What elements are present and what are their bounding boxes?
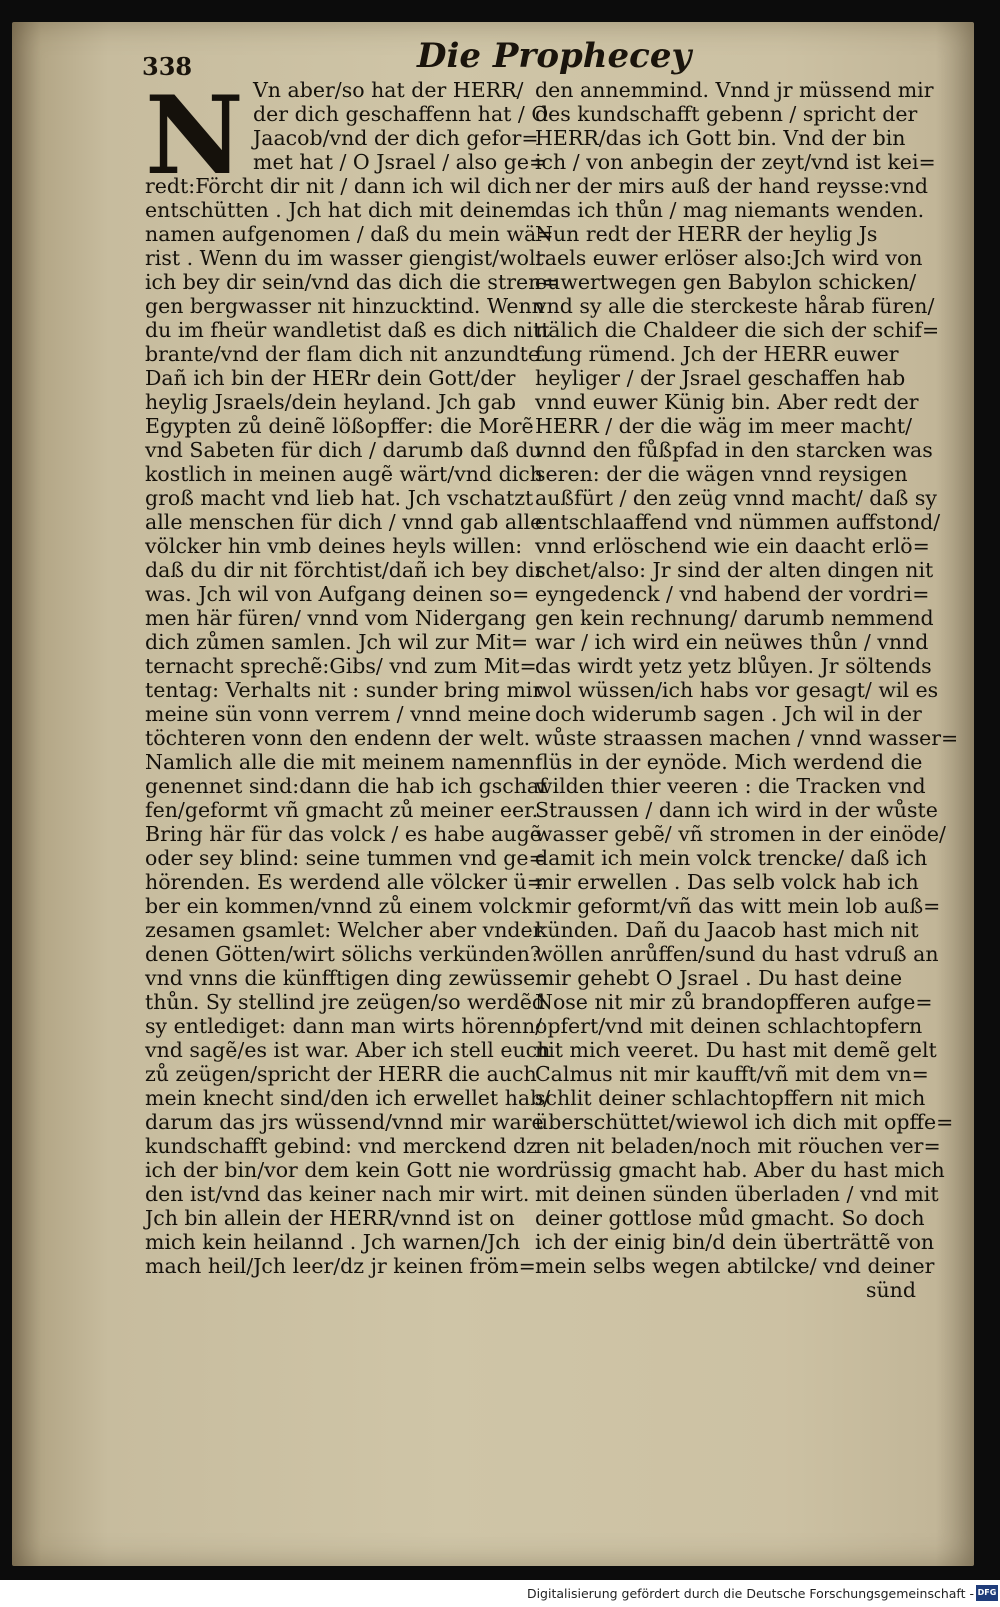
text-line: tentag: Verhalts nit : sunder bring mir (145, 678, 543, 702)
text-line: euwertwegen gen Babylon schicken/ (535, 270, 917, 294)
text-line: flüs in der eynöde. Mich werdend die (535, 750, 923, 774)
text-line: du im fheür wandletist daß es dich nitt (145, 318, 550, 342)
text-line: daß du dir nit förchtist/dañ ich bey dir (145, 558, 545, 582)
text-line: zů zeügen/spricht der HERR die auch (145, 1062, 537, 1086)
text-line: ich der bin/vor dem kein Gott nie wor (145, 1158, 537, 1182)
text-line: mit deinen sünden überladen / vnd mit (535, 1182, 939, 1206)
text-line: völcker hin vmb deines heyls willen: (145, 534, 523, 558)
book-page (12, 22, 974, 1566)
text-line: hörenden. Es werdend alle völcker ü= (145, 870, 544, 894)
text-line: vnnd den fůßpfad in den starcken was (535, 438, 933, 462)
text-line: groß macht vnd lieb hat. Jch vschatzt (145, 486, 534, 510)
text-line: des kundschafft gebenn / spricht der (535, 102, 918, 126)
text-line: vnd sagẽ/es ist war. Aber ich stell euch (145, 1038, 551, 1062)
running-head: Die Prophecey (417, 36, 692, 76)
text-line: redt:Förcht dir nit / dann ich wil dich (145, 174, 532, 198)
text-line: töchteren vonn den endenn der welt. (145, 726, 531, 750)
text-line: wůste straassen machen / vnnd wasser= (535, 726, 959, 750)
text-line: das ich thůn / mag niemants wenden. (535, 198, 925, 222)
text-line: men här füren/ vnnd vom Nidergang (145, 606, 527, 630)
text-line: ich der einig bin/d dein überträttẽ von (535, 1230, 935, 1254)
text-line: doch widerumb sagen . Jch wil in der (535, 702, 922, 726)
text-line: war / ich wird ein neüwes thůn / vnnd (535, 630, 929, 654)
text-line: ich bey dir sein/vnd das dich die stren= (145, 270, 559, 294)
text-line: mich kein heilannd . Jch warnen/Jch (145, 1230, 521, 1254)
text-line: brante/vnd der flam dich nit anzundte. (145, 342, 547, 366)
text-line: gen bergwasser nit hinzucktind. Wenn (145, 294, 545, 318)
text-line: raels euwer erlöser also:Jch wird von (535, 246, 923, 270)
catchword: sünd (865, 1278, 916, 1302)
footer-credit: Digitalisierung gefördert durch die Deutsche Forschungsgemeinschaft - (526, 1586, 974, 1601)
text-line: wol wüssen/ich habs vor gesagt/ wil es (535, 678, 939, 702)
text-line: Namlich alle die mit meinem namenn (145, 750, 535, 774)
text-line: Vn aber/so hat der HERR/ (253, 78, 524, 102)
text-line: ren nit beladen/noch mit röuchen ver= (535, 1134, 941, 1158)
text-line: ber ein kommen/vnnd zů einem volck (145, 894, 534, 918)
text-line: den ist/vnd das keiner nach mir wirt. (145, 1182, 530, 1206)
text-line: oder sey blind: seine tummen vnd ge= (145, 846, 546, 870)
text-line: dich zůmen samlen. Jch wil zur Mit= (145, 630, 529, 654)
text-line: Nun redt der HERR der heylig Js (535, 222, 878, 246)
page-number: 338 (142, 52, 193, 81)
text-line: sy entlediget: dann man wirts hörenn/ (145, 1014, 543, 1038)
text-line: eyngedenck / vnd habend der vordri= (535, 582, 930, 606)
text-line: der dich geschaffenn hat / O (253, 102, 549, 126)
text-line: Jaacob/vnd der dich gefor= (253, 126, 539, 150)
text-line: schet/also: Jr sind der alten dingen nit (535, 558, 934, 582)
text-line: das wirdt yetz yetz blůyen. Jr söltends (535, 654, 932, 678)
left-column (145, 73, 559, 1278)
text-line: namen aufgenomen / daß du mein wä= (145, 222, 554, 246)
text-line: HERR/das ich Gott bin. Vnd der bin (535, 126, 906, 150)
text-line: Jch bin allein der HERR/vnnd ist on (145, 1206, 515, 1230)
text-line: mir erwellen . Das selb volck hab ich (535, 870, 919, 894)
text-line: alle menschen für dich / vnnd gab alle (145, 510, 543, 534)
text-line: wilden thier veeren : die Tracken vnd (535, 774, 926, 798)
text-line: denen Götten/wirt sölichs verkünden? (145, 942, 541, 966)
text-line: wöllen anrůffen/sund du hast vdruß an (535, 942, 939, 966)
text-line: mein selbs wegen abtilcke/ vnd deiner (535, 1254, 935, 1278)
text-line: heylig Jsraels/dein heyland. Jch gab (145, 390, 517, 414)
text-line: entschütten . Jch hat dich mit deinem (145, 198, 537, 222)
text-line: mein knecht sind/den ich erwellet hab/ (145, 1086, 551, 1110)
text-line: künden. Dañ du Jaacob hast mich nit (535, 918, 919, 942)
text-line: Egypten zů deinẽ lößopffer: die Morẽ (145, 414, 534, 438)
text-line: genennet sind:dann die hab ich gschaf (145, 774, 547, 798)
text-line: zesamen gsamlet: Welcher aber vnder (145, 918, 543, 942)
text-line: fung rümend. Jch der HERR euwer (535, 342, 899, 366)
text-line: meine sün vonn verrem / vnnd meine (145, 702, 532, 726)
text-line: nit mich veeret. Du hast mit demẽ gelt (535, 1038, 937, 1062)
drop-cap-initial: N (145, 73, 244, 199)
text-line: drüssig gmacht hab. Aber du hast mich (535, 1158, 945, 1182)
text-line: wasser gebẽ/ vñ stromen in der einöde/ (535, 822, 946, 846)
text-line: was. Jch wil von Aufgang deinen so= (145, 582, 530, 606)
text-line: deiner gottlose můd gmacht. So doch (535, 1206, 925, 1230)
text-line: außfürt / den zeüg vnnd macht/ daß sy (535, 486, 937, 510)
text-line: mir gehebt O Jsrael . Du hast deine (535, 966, 903, 990)
text-line: heyliger / der Jsrael geschaffen hab (535, 366, 906, 390)
text-line: seren: der die wägen vnnd reysigen (535, 462, 908, 486)
text-line: ner der mirs auß der hand reysse:vnd (535, 174, 929, 198)
text-line: kundschafft gebind: vnd merckend dz (145, 1134, 537, 1158)
text-line: vnd sy alle die sterckeste hårab füren/ (535, 294, 935, 318)
text-line: den annemmind. Vnnd jr müssend mir (535, 78, 934, 102)
text-line: entschlaaffend vnd nümmen auffstond/ (535, 510, 941, 534)
text-line: Dañ ich bin der HERr dein Gott/der (145, 366, 516, 390)
text-line: Calmus nit mir kaufft/vñ mit dem vn= (535, 1062, 929, 1086)
text-line: schlit deiner schlachtopffern nit mich (535, 1086, 926, 1110)
text-line: ternacht sprechẽ:Gibs/ vnd zum Mit= (145, 654, 537, 678)
text-line: vnd vnns die künfftigen ding zewüssen (145, 966, 549, 990)
text-line: nälich die Chaldeer die sich der schif= (535, 318, 940, 342)
text-line: Bring här für das volck / es habe augẽ (145, 822, 542, 846)
text-line: kostlich in meinen augẽ wärt/vnd dich (145, 462, 543, 486)
text-line: Straussen / dann ich wird in der wůste (535, 798, 938, 822)
text-line: mir geformt/vñ das witt mein lob auß= (535, 894, 941, 918)
text-line: rist . Wenn du im wasser giengist/wolt (145, 246, 544, 270)
text-line: thůn. Sy stellind jre zeügen/so werdẽd (145, 990, 545, 1014)
text-line: ich / von anbegin der zeyt/vnd ist kei= (535, 150, 936, 174)
text-line: Nose nit mir zů brandopfferen aufge= (535, 990, 933, 1014)
text-line: überschüttet/wiewol ich dich mit opffe= (535, 1110, 954, 1134)
text-line: HERR / der die wäg im meer macht/ (535, 414, 912, 438)
text-line: gen kein rechnung/ darumb nemmend (535, 606, 934, 630)
dfg-logo-icon: DFG (976, 1585, 998, 1601)
text-line: opfert/vnd mit deinen schlachtopfern (535, 1014, 923, 1038)
text-line: met hat / O Jsrael / also ge= (253, 150, 547, 174)
text-line: vnd Sabeten für dich / darumb daß du (145, 438, 542, 462)
right-column (535, 78, 959, 1302)
text-line: damit ich mein volck trencke/ daß ich (535, 846, 928, 870)
text-line: darum das jrs wüssend/vnnd mir ware (145, 1110, 544, 1134)
digitization-footer (0, 1582, 1000, 1607)
text-line: vnnd erlöschend wie ein daacht erlö= (535, 534, 930, 558)
text-line: vnnd euwer Künig bin. Aber redt der (535, 390, 919, 414)
text-line: mach heil/Jch leer/dz jr keinen fröm= (145, 1254, 536, 1278)
text-line: fen/geformt vñ gmacht zů meiner eer. (145, 798, 539, 822)
